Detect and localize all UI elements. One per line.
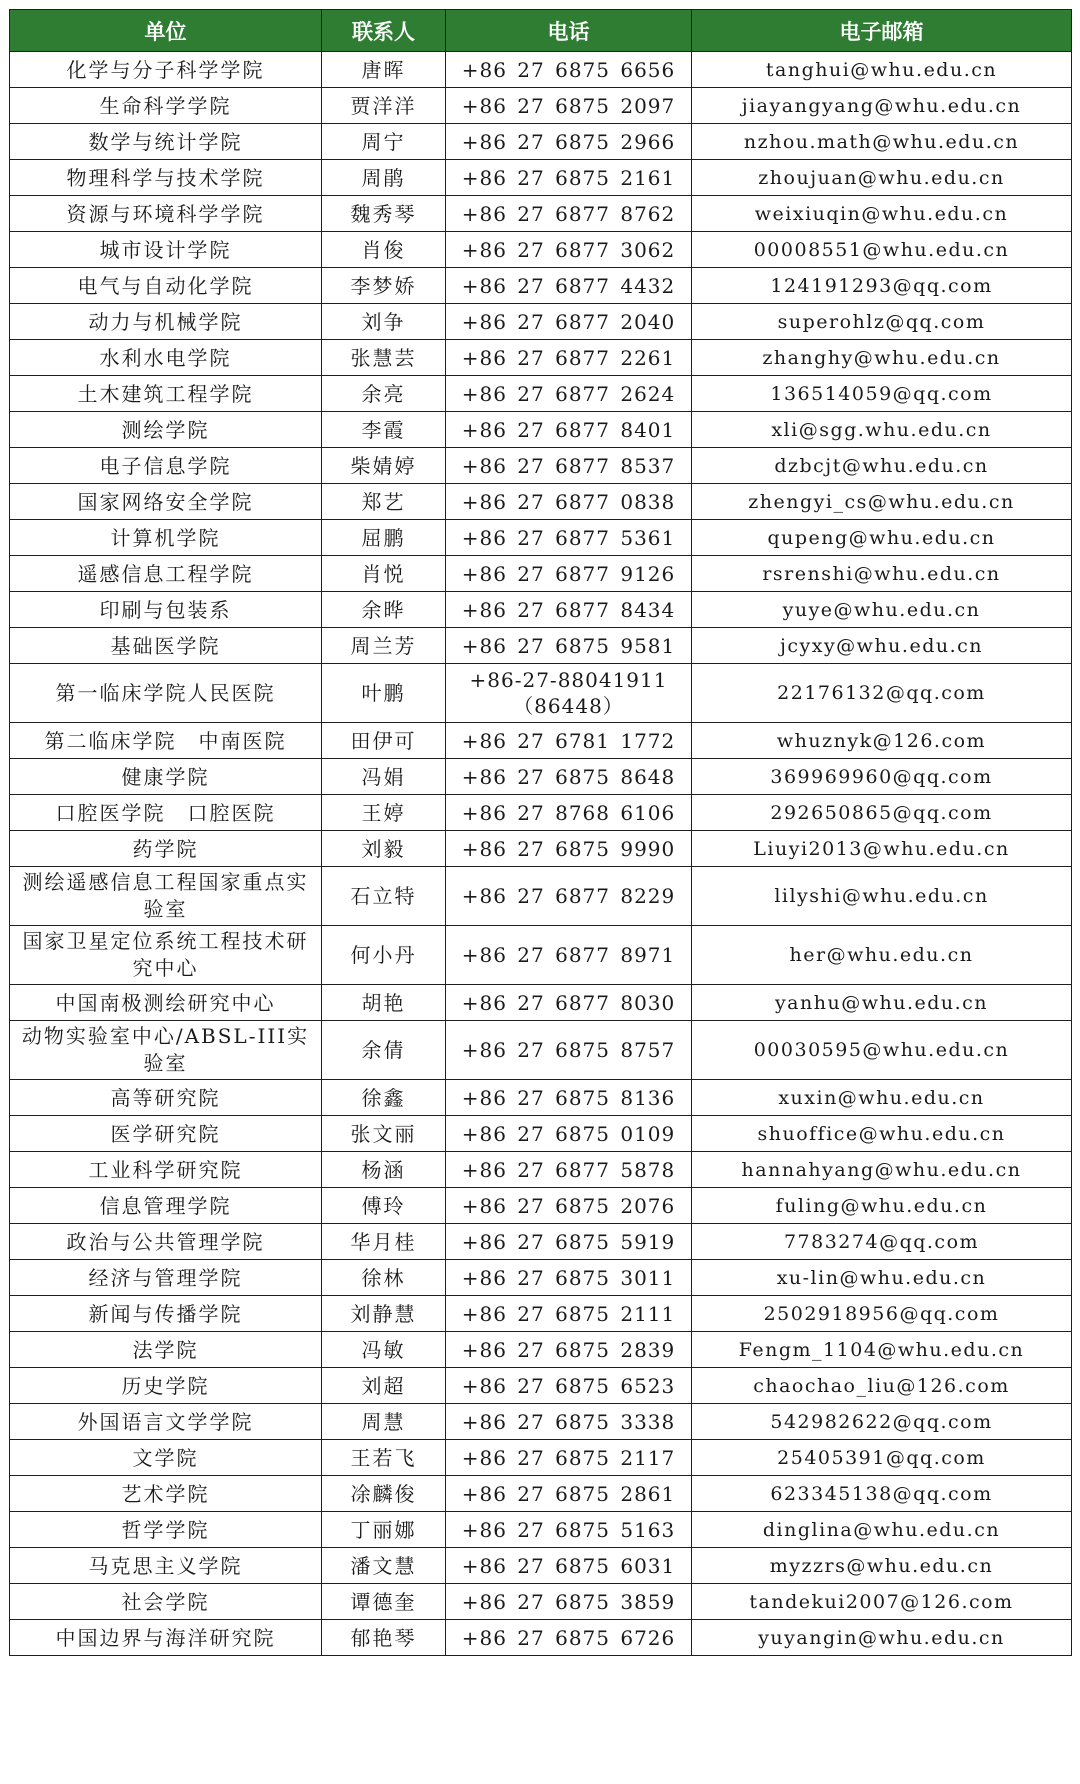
table-row — [10, 1188, 1072, 1224]
unit-cell: 法学院 — [10, 1332, 322, 1368]
contact-person-cell: 徐鑫 — [322, 1080, 446, 1116]
table-row — [10, 232, 1072, 268]
unit-cell: 国家卫星定位系统工程技术研究中心 — [10, 926, 322, 985]
phone-cell: +86 27 6875 2861 — [446, 1476, 692, 1512]
table-row — [10, 1021, 1072, 1080]
phone-cell: +86 27 6875 9990 — [446, 831, 692, 867]
contact-person-cell: 周兰芳 — [322, 628, 446, 664]
phone-cell: +86 27 6875 2161 — [446, 160, 692, 196]
phone-cell: +86 27 6875 8648 — [446, 759, 692, 795]
unit-cell: 药学院 — [10, 831, 322, 867]
contact-person-cell: 何小丹 — [322, 926, 446, 985]
table-row — [10, 795, 1072, 831]
email-cell: dinglina@whu.edu.cn — [692, 1512, 1072, 1548]
phone-cell: +86 27 6877 2624 — [446, 376, 692, 412]
unit-cell: 中国南极测绘研究中心 — [10, 985, 322, 1021]
table-row — [10, 88, 1072, 124]
email-cell: 623345138@qq.com — [692, 1476, 1072, 1512]
contact-person-cell: 刘争 — [322, 304, 446, 340]
email-cell: weixiuqin@whu.edu.cn — [692, 196, 1072, 232]
unit-cell: 第一临床学院人民医院 — [10, 664, 322, 723]
phone-cell: +86 27 6877 9126 — [446, 556, 692, 592]
table-row — [10, 376, 1072, 412]
contact-person-cell: 华月桂 — [322, 1224, 446, 1260]
table-row — [10, 1548, 1072, 1584]
unit-cell: 新闻与传播学院 — [10, 1296, 322, 1332]
table-row — [10, 592, 1072, 628]
contact-person-cell: 余亮 — [322, 376, 446, 412]
contact-person-cell: 徐林 — [322, 1260, 446, 1296]
email-cell: 7783274@qq.com — [692, 1224, 1072, 1260]
phone-cell: +86 27 6877 8229 — [446, 867, 692, 926]
phone-cell: +86 27 6875 8757 — [446, 1021, 692, 1080]
email-cell: jcyxy@whu.edu.cn — [692, 628, 1072, 664]
email-cell: yanhu@whu.edu.cn — [692, 985, 1072, 1021]
header-unit: 单位 — [10, 10, 322, 52]
phone-cell: +86 27 6875 2117 — [446, 1440, 692, 1476]
contact-person-cell: 丁丽娜 — [322, 1512, 446, 1548]
contact-table — [9, 9, 1072, 1656]
email-cell: zhanghy@whu.edu.cn — [692, 340, 1072, 376]
email-cell: 25405391@qq.com — [692, 1440, 1072, 1476]
phone-cell: +86 27 6875 9581 — [446, 628, 692, 664]
contact-person-cell: 杨涵 — [322, 1152, 446, 1188]
table-row — [10, 1296, 1072, 1332]
table-body — [10, 52, 1072, 1656]
phone-cell: +86 27 6877 8030 — [446, 985, 692, 1021]
contact-person-cell: 胡艳 — [322, 985, 446, 1021]
contact-person-cell: 柴婧婷 — [322, 448, 446, 484]
table-row — [10, 160, 1072, 196]
unit-cell: 遥感信息工程学院 — [10, 556, 322, 592]
contact-table-wrapper — [9, 9, 1072, 1656]
email-cell: xu-lin@whu.edu.cn — [692, 1260, 1072, 1296]
unit-cell: 土木建筑工程学院 — [10, 376, 322, 412]
email-cell: Fengm_1104@whu.edu.cn — [692, 1332, 1072, 1368]
unit-cell: 电子信息学院 — [10, 448, 322, 484]
table-row — [10, 759, 1072, 795]
email-cell: tanghui@whu.edu.cn — [692, 52, 1072, 88]
unit-cell: 水利水电学院 — [10, 340, 322, 376]
phone-cell: +86 27 6877 0838 — [446, 484, 692, 520]
unit-cell: 社会学院 — [10, 1584, 322, 1620]
table-row — [10, 124, 1072, 160]
phone-cell: +86 27 6781 1772 — [446, 723, 692, 759]
email-cell: 369969960@qq.com — [692, 759, 1072, 795]
email-cell: 22176132@qq.com — [692, 664, 1072, 723]
unit-cell: 信息管理学院 — [10, 1188, 322, 1224]
contact-person-cell: 谭德奎 — [322, 1584, 446, 1620]
email-cell: 00008551@whu.edu.cn — [692, 232, 1072, 268]
email-cell: tandekui2007@126.com — [692, 1584, 1072, 1620]
phone-cell: +86 27 6875 6523 — [446, 1368, 692, 1404]
email-cell: xuxin@whu.edu.cn — [692, 1080, 1072, 1116]
contact-person-cell: 余晔 — [322, 592, 446, 628]
contact-person-cell: 冯敏 — [322, 1332, 446, 1368]
unit-cell: 政治与公共管理学院 — [10, 1224, 322, 1260]
table-row — [10, 1080, 1072, 1116]
table-row — [10, 1620, 1072, 1656]
unit-cell: 健康学院 — [10, 759, 322, 795]
contact-person-cell: 石立特 — [322, 867, 446, 926]
contact-person-cell: 刘静慧 — [322, 1296, 446, 1332]
contact-person-cell: 肖俊 — [322, 232, 446, 268]
table-row — [10, 831, 1072, 867]
table-row — [10, 1332, 1072, 1368]
unit-cell: 电气与自动化学院 — [10, 268, 322, 304]
phone-cell: +86 27 6877 2040 — [446, 304, 692, 340]
email-cell: fuling@whu.edu.cn — [692, 1188, 1072, 1224]
email-cell: myzzrs@whu.edu.cn — [692, 1548, 1072, 1584]
header-row — [10, 10, 1072, 52]
table-row — [10, 1368, 1072, 1404]
email-cell: hannahyang@whu.edu.cn — [692, 1152, 1072, 1188]
email-cell: 2502918956@qq.com — [692, 1296, 1072, 1332]
contact-person-cell: 叶鹏 — [322, 664, 446, 723]
email-cell: dzbcjt@whu.edu.cn — [692, 448, 1072, 484]
unit-cell: 化学与分子科学学院 — [10, 52, 322, 88]
unit-cell: 印刷与包装系 — [10, 592, 322, 628]
unit-cell: 国家网络安全学院 — [10, 484, 322, 520]
phone-cell: +86 27 6875 3011 — [446, 1260, 692, 1296]
phone-cell: +86 27 6875 3859 — [446, 1584, 692, 1620]
table-row — [10, 484, 1072, 520]
unit-cell: 历史学院 — [10, 1368, 322, 1404]
email-cell: jiayangyang@whu.edu.cn — [692, 88, 1072, 124]
phone-cell: +86 27 6875 2097 — [446, 88, 692, 124]
unit-cell: 马克思主义学院 — [10, 1548, 322, 1584]
header-email: 电子邮箱 — [692, 10, 1072, 52]
phone-cell: +86 27 6877 8434 — [446, 592, 692, 628]
contact-person-cell: 张文丽 — [322, 1116, 446, 1152]
table-row — [10, 1476, 1072, 1512]
unit-cell: 物理科学与技术学院 — [10, 160, 322, 196]
phone-cell: +86 27 6875 5163 — [446, 1512, 692, 1548]
table-row — [10, 304, 1072, 340]
table-header — [10, 10, 1072, 52]
phone-cell: +86 27 6875 0109 — [446, 1116, 692, 1152]
table-row — [10, 520, 1072, 556]
table-row — [10, 867, 1072, 926]
phone-cell: +86 27 6875 8136 — [446, 1080, 692, 1116]
table-row — [10, 196, 1072, 232]
table-row — [10, 664, 1072, 723]
unit-cell: 第二临床学院 中南医院 — [10, 723, 322, 759]
contact-person-cell: 屈鹏 — [322, 520, 446, 556]
phone-cell: +86 27 6875 2966 — [446, 124, 692, 160]
table-row — [10, 628, 1072, 664]
table-row — [10, 1116, 1072, 1152]
contact-person-cell: 周鹃 — [322, 160, 446, 196]
unit-cell: 数学与统计学院 — [10, 124, 322, 160]
contact-person-cell: 李霞 — [322, 412, 446, 448]
contact-person-cell: 刘毅 — [322, 831, 446, 867]
table-row — [10, 1152, 1072, 1188]
email-cell: zhengyi_cs@whu.edu.cn — [692, 484, 1072, 520]
contact-person-cell: 李梦娇 — [322, 268, 446, 304]
table-row — [10, 1440, 1072, 1476]
email-cell: lilyshi@whu.edu.cn — [692, 867, 1072, 926]
table-row — [10, 52, 1072, 88]
phone-cell: +86 27 6877 8971 — [446, 926, 692, 985]
email-cell: her@whu.edu.cn — [692, 926, 1072, 985]
email-cell: rsrenshi@whu.edu.cn — [692, 556, 1072, 592]
email-cell: zhoujuan@whu.edu.cn — [692, 160, 1072, 196]
table-row — [10, 1584, 1072, 1620]
phone-cell: +86 27 6877 5878 — [446, 1152, 692, 1188]
email-cell: Liuyi2013@whu.edu.cn — [692, 831, 1072, 867]
table-row — [10, 556, 1072, 592]
phone-cell: +86 27 6875 6031 — [446, 1548, 692, 1584]
phone-cell: +86 27 6875 3338 — [446, 1404, 692, 1440]
phone-cell: +86 27 6877 8537 — [446, 448, 692, 484]
email-cell: nzhou.math@whu.edu.cn — [692, 124, 1072, 160]
unit-cell: 哲学学院 — [10, 1512, 322, 1548]
email-cell: chaochao_liu@126.com — [692, 1368, 1072, 1404]
unit-cell: 基础医学院 — [10, 628, 322, 664]
unit-cell: 动力与机械学院 — [10, 304, 322, 340]
table-row — [10, 926, 1072, 985]
table-row — [10, 412, 1072, 448]
email-cell: superohlz@qq.com — [692, 304, 1072, 340]
unit-cell: 文学院 — [10, 1440, 322, 1476]
unit-cell: 工业科学研究院 — [10, 1152, 322, 1188]
contact-person-cell: 周慧 — [322, 1404, 446, 1440]
contact-person-cell: 魏秀琴 — [322, 196, 446, 232]
email-cell: qupeng@whu.edu.cn — [692, 520, 1072, 556]
table-row — [10, 1404, 1072, 1440]
unit-cell: 生命科学学院 — [10, 88, 322, 124]
contact-person-cell: 田伊可 — [322, 723, 446, 759]
table-row — [10, 268, 1072, 304]
contact-person-cell: 傅玲 — [322, 1188, 446, 1224]
phone-cell: +86 27 6875 6656 — [446, 52, 692, 88]
contact-person-cell: 张慧芸 — [322, 340, 446, 376]
phone-cell: +86 27 6875 5919 — [446, 1224, 692, 1260]
contact-person-cell: 肖悦 — [322, 556, 446, 592]
email-cell: 542982622@qq.com — [692, 1404, 1072, 1440]
unit-cell: 计算机学院 — [10, 520, 322, 556]
phone-cell: +86 27 6877 3062 — [446, 232, 692, 268]
contact-person-cell: 贾洋洋 — [322, 88, 446, 124]
contact-person-cell: 潘文慧 — [322, 1548, 446, 1584]
header-contact-person: 联系人 — [322, 10, 446, 52]
contact-person-cell: 郁艳琴 — [322, 1620, 446, 1656]
phone-cell: +86-27-88041911（86448） — [446, 664, 692, 723]
phone-cell: +86 27 6877 2261 — [446, 340, 692, 376]
unit-cell: 中国边界与海洋研究院 — [10, 1620, 322, 1656]
phone-cell: +86 27 6875 6726 — [446, 1620, 692, 1656]
contact-person-cell: 冯娟 — [322, 759, 446, 795]
contact-person-cell: 郑艺 — [322, 484, 446, 520]
contact-person-cell: 王若飞 — [322, 1440, 446, 1476]
phone-cell: +86 27 6877 4432 — [446, 268, 692, 304]
email-cell: 00030595@whu.edu.cn — [692, 1021, 1072, 1080]
unit-cell: 测绘学院 — [10, 412, 322, 448]
unit-cell: 口腔医学院 口腔医院 — [10, 795, 322, 831]
contact-person-cell: 王婷 — [322, 795, 446, 831]
table-row — [10, 1224, 1072, 1260]
phone-cell: +86 27 6875 2111 — [446, 1296, 692, 1332]
phone-cell: +86 27 6877 8762 — [446, 196, 692, 232]
contact-person-cell: 唐晖 — [322, 52, 446, 88]
table-row — [10, 1512, 1072, 1548]
table-row — [10, 985, 1072, 1021]
unit-cell: 外国语言文学学院 — [10, 1404, 322, 1440]
phone-cell: +86 27 6877 8401 — [446, 412, 692, 448]
unit-cell: 高等研究院 — [10, 1080, 322, 1116]
unit-cell: 经济与管理学院 — [10, 1260, 322, 1296]
contact-person-cell: 刘超 — [322, 1368, 446, 1404]
email-cell: whuznyk@126.com — [692, 723, 1072, 759]
phone-cell: +86 27 6877 5361 — [446, 520, 692, 556]
email-cell: 292650865@qq.com — [692, 795, 1072, 831]
unit-cell: 测绘遥感信息工程国家重点实验室 — [10, 867, 322, 926]
unit-cell: 资源与环境科学学院 — [10, 196, 322, 232]
table-row — [10, 1260, 1072, 1296]
contact-person-cell: 凃麟俊 — [322, 1476, 446, 1512]
contact-person-cell: 周宁 — [322, 124, 446, 160]
header-phone: 电话 — [446, 10, 692, 52]
email-cell: xli@sgg.whu.edu.cn — [692, 412, 1072, 448]
unit-cell: 艺术学院 — [10, 1476, 322, 1512]
unit-cell: 城市设计学院 — [10, 232, 322, 268]
table-row — [10, 723, 1072, 759]
contact-person-cell: 余倩 — [322, 1021, 446, 1080]
email-cell: yuye@whu.edu.cn — [692, 592, 1072, 628]
phone-cell: +86 27 6875 2076 — [446, 1188, 692, 1224]
email-cell: shuoffice@whu.edu.cn — [692, 1116, 1072, 1152]
phone-cell: +86 27 6875 2839 — [446, 1332, 692, 1368]
email-cell: 136514059@qq.com — [692, 376, 1072, 412]
email-cell: yuyangin@whu.edu.cn — [692, 1620, 1072, 1656]
email-cell: 124191293@qq.com — [692, 268, 1072, 304]
phone-cell: +86 27 8768 6106 — [446, 795, 692, 831]
unit-cell: 动物实验室中心/ABSL-III实验室 — [10, 1021, 322, 1080]
table-row — [10, 340, 1072, 376]
table-row — [10, 448, 1072, 484]
unit-cell: 医学研究院 — [10, 1116, 322, 1152]
